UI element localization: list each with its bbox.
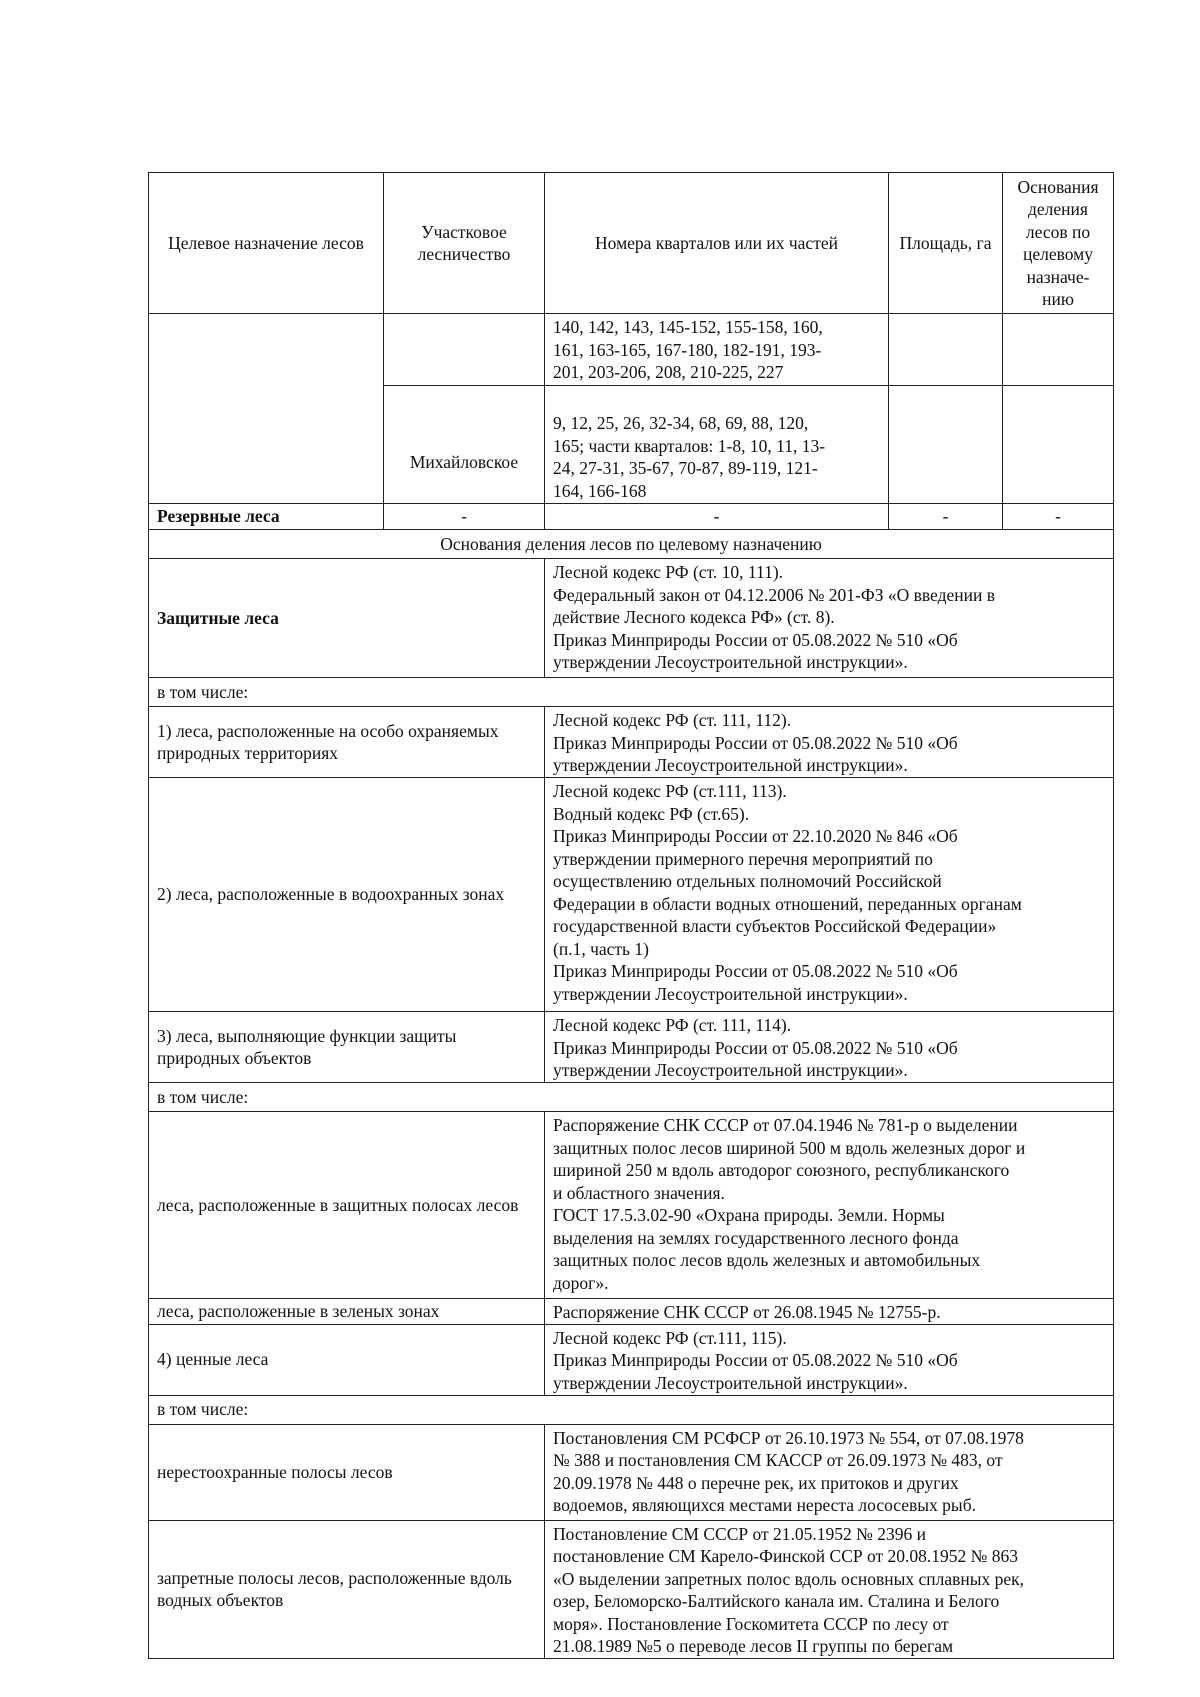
text-line: Основания [1017,176,1099,197]
basis-cell [1003,386,1114,504]
basis-text [545,707,1114,778]
basis-row [149,1520,1114,1658]
header-area: Площадь, га [889,173,1003,314]
table-header-row [149,173,1114,314]
text-line: 20.09.1978 № 448 о перечне рек, их притоков и других [553,1472,959,1493]
text-line: моря». Постановление Госкомитета СССР по лесу от [553,1613,949,1634]
quarters-cell [545,314,889,386]
purpose-label: леса, расположенные в зеленых зонах [149,1299,545,1325]
text-line: (п.1, часть 1) [553,938,649,959]
text-line: защитных полос лесов вдоль железных и автомобильных [553,1250,981,1270]
text-line: утверждении Лесоустроительной инструкции». [553,755,908,775]
basis-title-row [149,530,1114,559]
text-line: назначе- [1026,266,1090,287]
text-line: Лесной кодекс РФ (ст. 10, 111). [553,562,784,582]
text-line: Приказ Минприроды России от 05.08.2022 № 510 «Об [553,961,958,981]
purpose-label: 1) леса, расположенные на особо охраняемых природных территориях [149,707,545,778]
section-row [149,678,1114,707]
header-basis [1003,173,1114,314]
purpose-label: запретные полосы лесов, расположенные вдоль водных объектов [149,1520,545,1658]
text-line: дорог». [553,1272,609,1293]
text-line: 164, 166-168 [553,480,647,501]
purpose-cell [149,314,384,504]
text-line: озер, Беломорско-Балтийского канала им. Сталина и Белого [553,1591,1000,1611]
forest-purpose-table [148,172,1114,1659]
basis-title: Основания деления лесов по целевому назначению [149,530,1114,559]
header-district: Участковое лесничество [384,173,545,314]
text-line: Лесной кодекс РФ (ст.111, 113). [553,781,787,801]
text-line: «О выделении запретных полос вдоль основных сплавных рек, [553,1568,1025,1589]
basis-row [149,1112,1114,1299]
district-cell: Михайловское [384,386,545,504]
basis-cell [1003,314,1114,386]
purpose-label: 2) леса, расположенные в водоохранных зонах [149,778,545,1012]
text-line: выделения на землях государственного лесного фонда [553,1227,959,1248]
basis-row [149,1012,1114,1083]
basis-row [149,707,1114,778]
text-line: № 388 и постановления СМ КАССР от 26.09.1973 № 483, от [553,1450,1003,1470]
text-line: утверждении Лесоустроительной инструкции». [553,1060,908,1080]
text-line: утверждении Лесоустроительной инструкции». [553,652,908,672]
quarters-cell [545,386,889,504]
basis-text [545,1012,1114,1083]
text-line: Распоряжение СНК СССР от 26.08.1945 № 12755-р. [553,1302,941,1322]
text-line: ГОСТ 17.5.3.02-90 «Охрана природы. Земли. Нормы [553,1205,945,1225]
text-line: защитных полос лесов шириной 500 м вдоль железных дорог и [553,1137,1026,1158]
section-label: в том числе: [149,678,1114,707]
text-line: Приказ Минприроды России от 05.08.2022 № 510 «Об [553,1037,958,1058]
table-row [149,314,1114,386]
basis-text [545,1112,1114,1299]
text-line: целевому [1022,244,1094,264]
purpose-label: Защитные леса [149,559,545,678]
text-line: утверждении Лесоустроительной инструкции». [553,983,908,1004]
reserve-district: - [384,504,545,530]
text-line: и областного значения. [553,1182,725,1203]
reserve-area: - [889,504,1003,530]
basis-row [149,1424,1114,1520]
text-line: Лесной кодекс РФ (ст. 111, 112). [553,710,792,730]
basis-text [545,778,1114,1012]
text-line: постановление СМ Карело-Финской ССР от 20.08.1952 № 863 [553,1546,1018,1566]
basis-text [545,559,1114,678]
basis-row [149,1324,1114,1395]
text-line: Распоряжение СНК СССР от 07.04.1946 № 781-р о выделении [553,1115,1018,1135]
text-line: шириной 250 м вдоль автодорог союзного, республиканского [553,1160,1010,1180]
text-line: деления [1028,199,1088,219]
text-line: Федеральный закон от 04.12.2006 № 201-ФЗ «О введении в [553,584,995,605]
text-line: 24, 27-31, 35-67, 70-87, 89-119, 121- [553,458,818,478]
text-line: государственной власти субъектов Российской Федерации» [553,916,997,936]
text-line: водоемов, являющихся местами нереста лососевых рыб. [553,1495,976,1515]
basis-row [149,559,1114,678]
district-cell [384,314,545,386]
text-line: лесов по [1025,221,1091,242]
text-line: 9, 12, 25, 26, 32-34, 68, 69, 88, 120, [553,413,809,433]
text-line: Приказ Минприроды России от 05.08.2022 № 510 «Об [553,1350,958,1370]
text-line: Приказ Минприроды России от 05.08.2022 № 510 «Об [553,629,958,650]
purpose-label: леса, расположенные в защитных полосах лесов [149,1112,545,1299]
text-line: утверждении Лесоустроительной инструкции». [553,1372,908,1393]
basis-text [545,1520,1114,1658]
section-row [149,1083,1114,1112]
basis-text [545,1324,1114,1395]
section-label: в том числе: [149,1395,1114,1424]
text-line: Водный кодекс РФ (ст.65). [553,803,750,824]
reserve-label: Резервные леса [149,504,384,530]
text-line: Постановление СМ СССР от 21.05.1952 № 2396 и [553,1523,926,1544]
text-line: Приказ Минприроды России от 05.08.2022 № 510 «Об [553,732,958,753]
header-purpose: Целевое назначение лесов [149,173,384,314]
text-line: нию [1042,289,1074,309]
text-line: 140, 142, 143, 145-152, 155-158, 160, [553,317,823,337]
purpose-label: нерестоохранные полосы лесов [149,1424,545,1520]
text-line: утверждении примерного перечня мероприятий по [553,848,933,869]
text-line: Приказ Минприроды России от 22.10.2020 № 846 «Об [553,826,958,846]
text-line: 21.08.1989 №5 о переводе лесов II группы по берегам [553,1636,954,1656]
basis-text [545,1299,1114,1325]
basis-text [545,1424,1114,1520]
area-cell [889,314,1003,386]
purpose-label: 3) леса, выполняющие функции защиты природных объектов [149,1012,545,1083]
text-line: действие Лесного кодекса РФ» (ст. 8). [553,607,835,627]
basis-row [149,1299,1114,1325]
section-row [149,1395,1114,1424]
section-label: в том числе: [149,1083,1114,1112]
reserve-numbers: - [545,504,889,530]
basis-row [149,778,1114,1012]
text-line: 201, 203-206, 208, 210-225, 227 [553,362,784,382]
text-line: Лесной кодекс РФ (ст. 111, 114). [553,1015,792,1035]
table-body [149,173,1114,1659]
purpose-label: 4) ценные леса [149,1324,545,1395]
reserve-basis: - [1003,504,1114,530]
text-line: Лесной кодекс РФ (ст.111, 115). [553,1327,787,1348]
text-line: осуществлению отдельных полномочий Российской [553,871,942,891]
text-line: Федерации в области водных отношений, переданных органам [553,893,1022,914]
header-quarters: Номера кварталов или их частей [545,173,889,314]
area-cell [889,386,1003,504]
reserve-row [149,504,1114,530]
text-line: Постановления СМ РСФСР от 26.10.1973 № 554, от 07.08.1978 [553,1427,1024,1448]
text-line: 161, 163-165, 167-180, 182-191, 193- [553,339,822,360]
text-line: 165; части кварталов: 1-8, 10, 11, 13- [553,435,826,456]
